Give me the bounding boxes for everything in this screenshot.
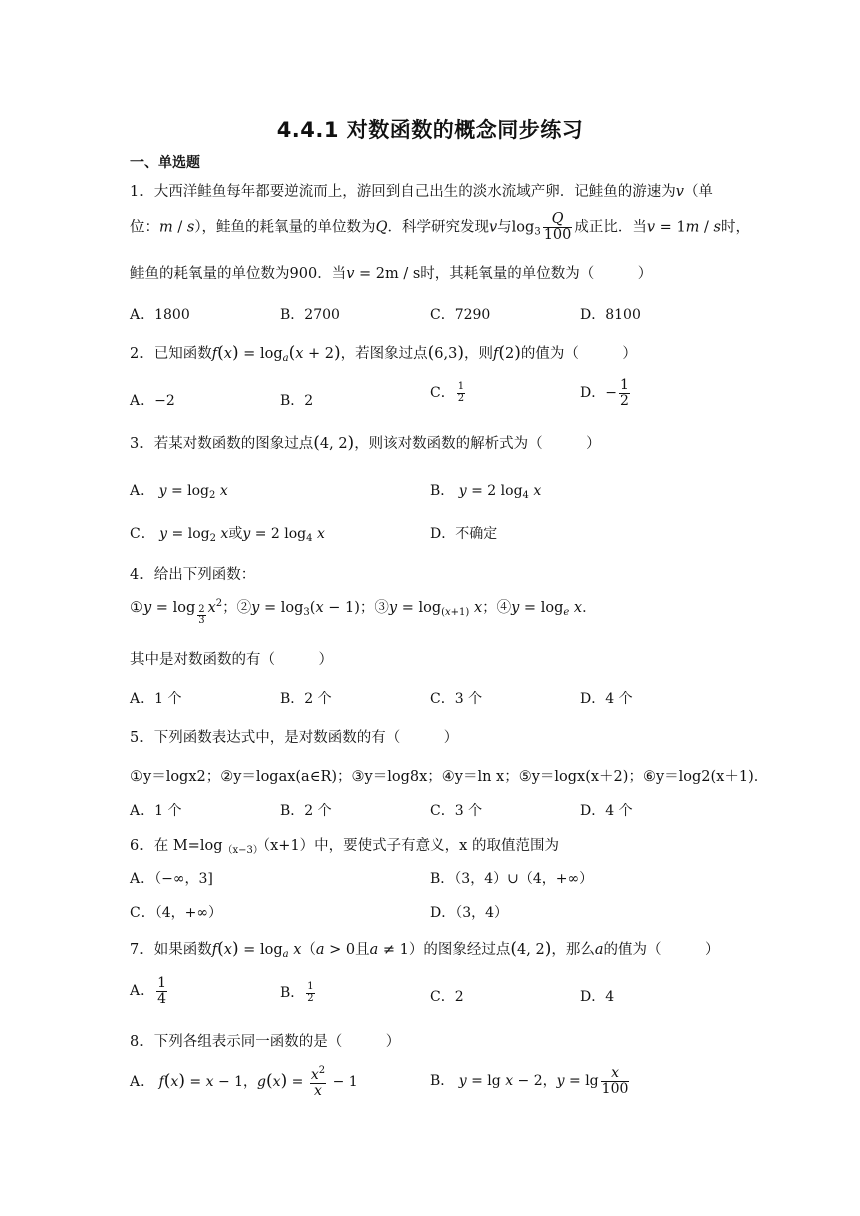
q1-option-d: D．8100 bbox=[580, 307, 641, 323]
q4-option-d: D．4 个 bbox=[580, 691, 633, 707]
document-title: 4.4.1 对数函数的概念同步练习 bbox=[276, 118, 584, 142]
q2-stem: 2．已知函数$f(x) = \log_a(x + 2)$，若图象过点(6,3)，则f(2)的值为（ ） bbox=[130, 343, 637, 364]
q6-option-b: B．（3，4）∪（4，+∞） bbox=[430, 871, 594, 887]
q4-question: 其中是对数函数的有（ ） bbox=[130, 652, 333, 668]
q1-line3: 鲑鱼的耗氧量的单位数为900．当v = 2m / s时，其耗氧量的单位数为（ ） bbox=[130, 266, 653, 282]
q6-option-a: A．（−∞，3] bbox=[130, 871, 213, 887]
q7-stem: 7．如果函数$f(x) = \log_a x(a > 0$且a ≠ 1）的图象经过点(4, 2)，那么a的值为（ ） bbox=[130, 939, 720, 960]
q1-option-a: A．1800 bbox=[130, 307, 190, 323]
q2-option-a: A．−2 bbox=[130, 393, 175, 409]
q1-line2: 位：m / s），鲑鱼的耗氧量的单位数为Q．科学研究发现v与$\log_3$ $\frac{Q}{100}$ 成正比．当v = 1m / s时， bbox=[130, 211, 750, 244]
q8-stem: 8．下列各组表示同一函数的是（ ） bbox=[130, 1034, 401, 1050]
q1-option-b: B．2700 bbox=[280, 307, 340, 323]
q5-option-d: D．4 个 bbox=[580, 803, 633, 819]
q1-option-c: C．7290 bbox=[430, 307, 491, 323]
q5-functions: ①y＝logx2；②y＝logax(a∈R)；③y＝log8x；④y＝ln x；⑤y＝logx(x＋2)；⑥y＝log2(x＋1)． bbox=[130, 769, 769, 785]
q5-stem: 5．下列函数表达式中，是对数函数的有（ ） bbox=[130, 730, 459, 746]
q6-option-d: D．（3，4） bbox=[430, 905, 509, 921]
q5-option-a: A．1 个 bbox=[130, 803, 182, 819]
q5-option-c: C．3 个 bbox=[430, 803, 483, 819]
q4-option-a: A．1 个 bbox=[130, 691, 182, 707]
q3-option-b: B． y = 2 $\log_4 x$ bbox=[430, 483, 542, 501]
q7-option-a: A． $\frac{1}{4}$ bbox=[130, 975, 167, 1007]
q3-option-d: D．不确定 bbox=[430, 526, 498, 542]
q4-stem: 4．给出下列函数： bbox=[130, 567, 256, 583]
q3-option-c: C． $y = \log_2 x$或y = 2 $\log_4 x$ bbox=[130, 526, 325, 544]
q7-option-c: C．2 bbox=[430, 989, 464, 1005]
q3-stem: 3．若某对数函数的图象过点(4, 2)，则该对数函数的解析式为（ ） bbox=[130, 433, 601, 453]
q8-option-b: B． y = lg x − 2，y = lg $\frac{x}{100}$ bbox=[430, 1065, 629, 1097]
q7-option-d: D．4 bbox=[580, 989, 615, 1005]
q7-option-b: B． $\frac{1}{2}$ bbox=[280, 981, 314, 1004]
q4-option-b: B．2 个 bbox=[280, 691, 332, 707]
q4-functions: ①y = log $_{\frac{2}{3}}$ $x^2$；②y = $\log_3(x - 1)$；③y = $\log_{(x+1)} x$；④y = $\log_e x$． bbox=[130, 598, 597, 626]
q3-option-a: A． $y = \log_2 x$ bbox=[130, 483, 228, 501]
section-heading: 一、单选题 bbox=[130, 155, 200, 171]
q4-option-c: C．3 个 bbox=[430, 691, 483, 707]
q2-option-d: D．− $\frac{1}{2}$ bbox=[580, 377, 629, 409]
q5-option-b: B．2 个 bbox=[280, 803, 332, 819]
q6-stem: 6．在 $M=\log_{(x-3)}(x+1)$中，要使式子有意义，x 的取值范围为 bbox=[130, 838, 559, 856]
q1-line1: 1．大西洋鲑鱼每年都要逆流而上，游回到自己出生的淡水流域产卵．记鲑鱼的游速为v（单 bbox=[130, 184, 713, 200]
q6-option-c: C．（4，+∞） bbox=[130, 905, 223, 921]
q2-option-c: C． $\frac{1}{2}$ bbox=[430, 381, 465, 404]
q2-option-b: B．2 bbox=[280, 393, 314, 409]
q8-option-a: A． f(x) = x − 1，g(x) = $\frac{x^2}{x}$ − 1 bbox=[130, 1065, 358, 1099]
